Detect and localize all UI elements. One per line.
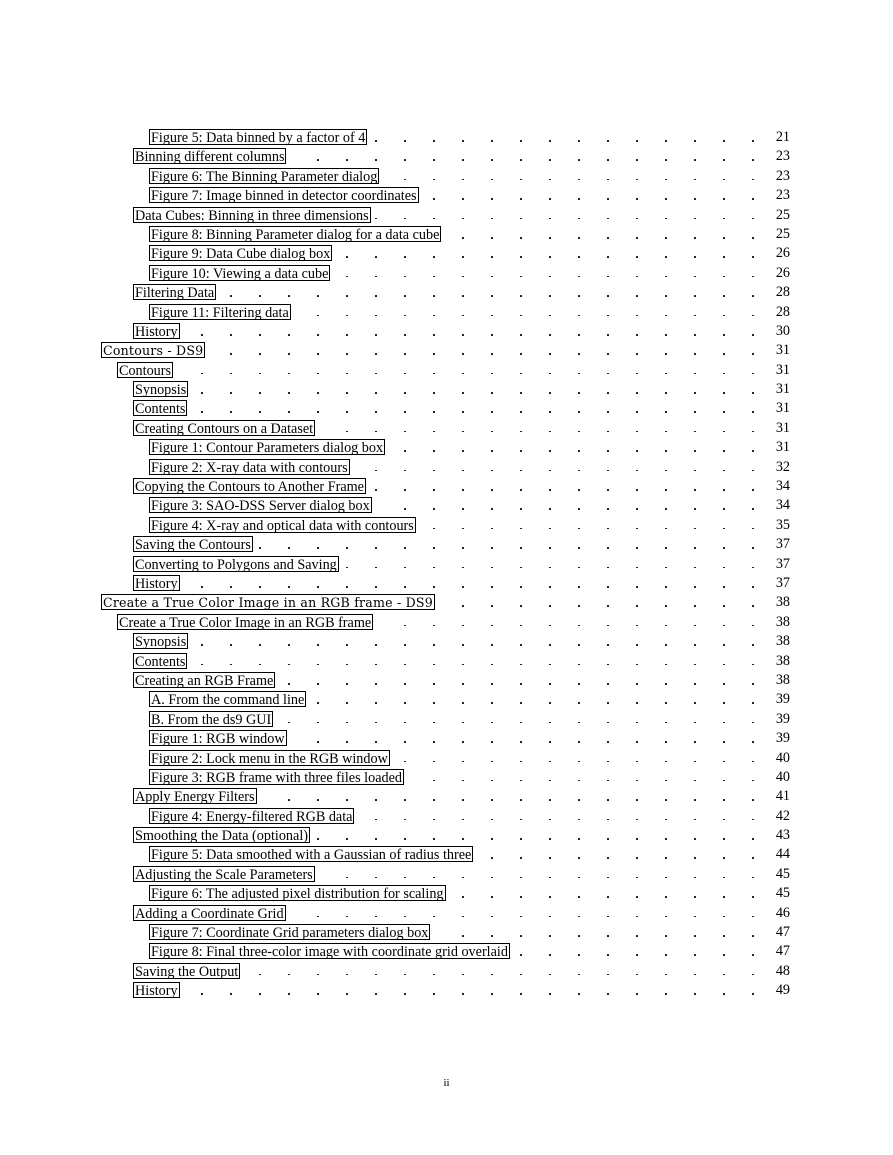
toc-entry-link[interactable]: Filtering Data bbox=[135, 285, 215, 302]
toc-page-number: 25 bbox=[775, 225, 790, 242]
dot-leader bbox=[0, 458, 893, 476]
toc-row bbox=[0, 613, 893, 632]
toc-entry-link[interactable]: Data Cubes: Binning in three dimensions bbox=[135, 207, 369, 224]
toc-row bbox=[0, 147, 893, 166]
toc-row bbox=[0, 942, 893, 961]
dot-leader bbox=[0, 613, 893, 631]
toc-page-number: 28 bbox=[775, 284, 790, 301]
toc-entry-link[interactable]: Contents bbox=[135, 653, 186, 670]
toc-page-number: 35 bbox=[775, 516, 790, 533]
toc-page-number: 21 bbox=[775, 129, 790, 145]
toc-entry-link[interactable]: Figure 8: Final three-color image with coordinate grid overlaid bbox=[151, 944, 508, 961]
toc-page-number: 46 bbox=[775, 904, 790, 921]
toc-page-number: 38 bbox=[775, 633, 790, 650]
toc-page-number: 26 bbox=[775, 264, 790, 281]
page-number-footer: ii bbox=[443, 1077, 450, 1089]
toc-row bbox=[0, 477, 893, 496]
toc-page-number: 23 bbox=[775, 187, 790, 204]
table-of-contents bbox=[0, 128, 893, 1001]
toc-entry-link[interactable]: A. From the command line bbox=[151, 692, 305, 709]
toc-page-number: 31 bbox=[775, 419, 790, 436]
dot-leader bbox=[0, 904, 893, 922]
toc-page-number: 38 bbox=[775, 594, 790, 611]
toc-page-number: 47 bbox=[775, 924, 790, 941]
toc-entry-link[interactable]: Figure 7: Coordinate Grid parameters dialog box bbox=[151, 925, 429, 942]
toc-entry-link[interactable]: Figure 5: Data smoothed with a Gaussian of radius three bbox=[151, 847, 472, 864]
dot-leader bbox=[0, 283, 893, 301]
toc-entry-link[interactable]: Apply Energy Filters bbox=[135, 789, 255, 806]
toc-page-number: 30 bbox=[775, 322, 790, 339]
toc-row bbox=[0, 167, 893, 186]
toc-page-number: 39 bbox=[775, 710, 790, 727]
toc-row bbox=[0, 593, 893, 612]
toc-entry-link[interactable]: Figure 11: Filtering data bbox=[151, 304, 289, 321]
toc-entry-link[interactable]: Contents bbox=[135, 401, 186, 418]
toc-row bbox=[0, 380, 893, 399]
dot-leader bbox=[0, 128, 893, 146]
toc-row bbox=[0, 904, 893, 923]
toc-entry-link[interactable]: Figure 7: Image binned in detector coordinates bbox=[151, 188, 417, 205]
toc-row bbox=[0, 826, 893, 845]
toc-page-number: 31 bbox=[775, 361, 790, 378]
toc-entry-link[interactable]: Saving the Contours bbox=[135, 537, 251, 554]
dot-leader bbox=[0, 768, 893, 786]
toc-row bbox=[0, 884, 893, 903]
dot-leader bbox=[0, 167, 893, 185]
toc-row bbox=[0, 264, 893, 283]
dot-leader bbox=[0, 807, 893, 825]
toc-page-number: 42 bbox=[775, 807, 790, 824]
toc-entry-link[interactable]: Figure 6: The adjusted pixel distribution for scaling bbox=[151, 886, 444, 903]
toc-entry-link[interactable]: Figure 3: RGB frame with three files loaded bbox=[151, 769, 402, 786]
toc-row bbox=[0, 186, 893, 205]
dot-leader bbox=[0, 264, 893, 282]
toc-page-number: 39 bbox=[775, 730, 790, 747]
dot-leader bbox=[0, 438, 893, 456]
toc-row bbox=[0, 496, 893, 515]
toc-entry-link[interactable]: Figure 1: Contour Parameters dialog box bbox=[151, 440, 384, 457]
toc-entry-link[interactable]: Figure 4: Energy-filtered RGB data bbox=[151, 808, 353, 825]
toc-entry-link[interactable]: B. From the ds9 GUI bbox=[151, 711, 272, 728]
toc-page-number: 48 bbox=[775, 962, 790, 979]
dot-leader bbox=[0, 555, 893, 573]
toc-row bbox=[0, 845, 893, 864]
toc-entry-link[interactable]: Figure 10: Viewing a data cube bbox=[151, 265, 329, 282]
toc-page-number: 37 bbox=[775, 536, 790, 553]
toc-page-number: 45 bbox=[775, 865, 790, 882]
dot-leader bbox=[0, 496, 893, 514]
dot-leader bbox=[0, 535, 893, 553]
toc-page-number: 39 bbox=[775, 691, 790, 708]
toc-page-number: 37 bbox=[775, 574, 790, 591]
toc-row bbox=[0, 690, 893, 709]
dot-leader bbox=[0, 671, 893, 689]
toc-row bbox=[0, 923, 893, 942]
toc-row bbox=[0, 749, 893, 768]
dot-leader bbox=[0, 574, 893, 592]
dot-leader bbox=[0, 419, 893, 437]
toc-row bbox=[0, 303, 893, 322]
toc-row bbox=[0, 555, 893, 574]
dot-leader bbox=[0, 652, 893, 670]
dot-leader bbox=[0, 749, 893, 767]
dot-leader bbox=[0, 516, 893, 534]
toc-page-number: 31 bbox=[775, 400, 790, 417]
toc-page-number: 25 bbox=[775, 206, 790, 223]
dot-leader bbox=[0, 303, 893, 321]
toc-row bbox=[0, 787, 893, 806]
toc-page-number: 31 bbox=[775, 439, 790, 456]
toc-entry-link[interactable]: Creating Contours on a Dataset bbox=[135, 420, 314, 437]
toc-row bbox=[0, 632, 893, 651]
toc-entry-link[interactable]: Saving the Output bbox=[135, 963, 239, 980]
toc-page-number: 40 bbox=[775, 768, 790, 785]
toc-entry-link[interactable]: History bbox=[135, 983, 178, 1000]
dot-leader bbox=[0, 787, 893, 805]
dot-leader bbox=[0, 593, 893, 611]
toc-row bbox=[0, 225, 893, 244]
dot-leader bbox=[0, 826, 893, 844]
toc-row bbox=[0, 768, 893, 787]
toc-entry-link[interactable]: Figure 3: SAO-DSS Server dialog box bbox=[151, 498, 370, 515]
toc-page-number: 38 bbox=[775, 652, 790, 669]
toc-entry-link[interactable]: Figure 2: X-ray data with contours bbox=[151, 459, 348, 476]
toc-page-number: 32 bbox=[775, 458, 790, 475]
toc-entry-link[interactable]: Binning different columns bbox=[135, 149, 285, 166]
dot-leader bbox=[0, 225, 893, 243]
dot-leader bbox=[0, 361, 893, 379]
dot-leader bbox=[0, 477, 893, 495]
toc-entry-link[interactable]: Figure 8: Binning Parameter dialog for a data cube bbox=[151, 226, 440, 243]
toc-row bbox=[0, 399, 893, 418]
toc-page-number: 38 bbox=[775, 613, 790, 630]
toc-entry-link[interactable]: Smoothing the Data (optional) bbox=[135, 828, 308, 845]
toc-row bbox=[0, 244, 893, 263]
toc-entry-link[interactable]: Adjusting the Scale Parameters bbox=[135, 866, 313, 883]
toc-page-number: 37 bbox=[775, 555, 790, 572]
dot-leader bbox=[0, 147, 893, 165]
toc-row bbox=[0, 206, 893, 225]
toc-entry-link[interactable]: Figure 9: Data Cube dialog box bbox=[151, 246, 331, 263]
toc-entry-link[interactable]: History bbox=[135, 575, 178, 592]
toc-entry-link[interactable]: Figure 6: The Binning Parameter dialog bbox=[151, 168, 378, 185]
toc-page-number: 38 bbox=[775, 671, 790, 688]
toc-page-number: 31 bbox=[775, 342, 790, 359]
toc-row bbox=[0, 438, 893, 457]
toc-entry-link[interactable]: Synopsis bbox=[135, 634, 187, 651]
dot-leader bbox=[0, 845, 893, 863]
toc-entry-link[interactable]: History bbox=[135, 323, 178, 340]
toc-page-number: 49 bbox=[775, 982, 790, 999]
toc-page-number: 40 bbox=[775, 749, 790, 766]
toc-row bbox=[0, 341, 893, 360]
toc-page-number: 43 bbox=[775, 827, 790, 844]
dot-leader bbox=[0, 923, 893, 941]
toc-row bbox=[0, 710, 893, 729]
toc-row bbox=[0, 865, 893, 884]
toc-entry-link[interactable]: Synopsis bbox=[135, 382, 187, 399]
toc-row bbox=[0, 283, 893, 302]
toc-row bbox=[0, 535, 893, 554]
toc-entry-link[interactable]: Create a True Color Image in an RGB frame - DS9 bbox=[103, 595, 433, 611]
toc-row bbox=[0, 128, 893, 147]
dot-leader bbox=[0, 322, 893, 340]
toc-row bbox=[0, 361, 893, 380]
toc-page-number: 31 bbox=[775, 381, 790, 398]
toc-page-number: 34 bbox=[775, 478, 790, 495]
dot-leader bbox=[0, 632, 893, 650]
toc-entry-link[interactable]: Figure 5: Data binned by a factor of 4 bbox=[151, 130, 366, 146]
toc-page-number: 26 bbox=[775, 245, 790, 262]
dot-leader bbox=[0, 186, 893, 204]
toc-row bbox=[0, 807, 893, 826]
dot-leader bbox=[0, 865, 893, 883]
dot-leader bbox=[0, 962, 893, 980]
toc-entry-link[interactable]: Contours bbox=[119, 362, 172, 379]
toc-page-number: 47 bbox=[775, 943, 790, 960]
toc-entry-link[interactable]: Copying the Contours to Another Frame bbox=[135, 479, 364, 496]
dot-leader bbox=[0, 981, 893, 999]
dot-leader bbox=[0, 942, 893, 960]
toc-row bbox=[0, 729, 893, 748]
toc-entry-link[interactable]: Figure 4: X-ray and optical data with contours bbox=[151, 517, 414, 534]
toc-page-number: 34 bbox=[775, 497, 790, 514]
toc-row bbox=[0, 962, 893, 981]
toc-page-number: 23 bbox=[775, 167, 790, 184]
toc-page-number: 45 bbox=[775, 885, 790, 902]
toc-row bbox=[0, 652, 893, 671]
dot-leader bbox=[0, 399, 893, 417]
toc-entry-link[interactable]: Converting to Polygons and Saving bbox=[135, 556, 337, 573]
toc-entry-link[interactable]: Adding a Coordinate Grid bbox=[135, 905, 284, 922]
toc-entry-link[interactable]: Creating an RGB Frame bbox=[135, 672, 274, 689]
toc-row bbox=[0, 419, 893, 438]
dot-leader bbox=[0, 341, 893, 359]
toc-row bbox=[0, 516, 893, 535]
dot-leader bbox=[0, 380, 893, 398]
toc-row bbox=[0, 322, 893, 341]
dot-leader bbox=[0, 690, 893, 708]
dot-leader bbox=[0, 710, 893, 728]
toc-row bbox=[0, 458, 893, 477]
toc-row bbox=[0, 981, 893, 1000]
toc-entry-link[interactable]: Contours - DS9 bbox=[103, 343, 204, 359]
toc-page-number: 28 bbox=[775, 303, 790, 320]
toc-page-number: 23 bbox=[775, 148, 790, 165]
toc-entry-link[interactable]: Figure 2: Lock menu in the RGB window bbox=[151, 750, 388, 767]
toc-row bbox=[0, 671, 893, 690]
dot-leader bbox=[0, 729, 893, 747]
toc-page-number: 41 bbox=[775, 788, 790, 805]
toc-page-number: 44 bbox=[775, 846, 790, 863]
toc-row bbox=[0, 574, 893, 593]
dot-leader bbox=[0, 884, 893, 902]
toc-entry-link[interactable]: Create a True Color Image in an RGB frame bbox=[119, 614, 372, 631]
dot-leader bbox=[0, 244, 893, 262]
dot-leader bbox=[0, 206, 893, 224]
toc-entry-link[interactable]: Figure 1: RGB window bbox=[151, 731, 285, 748]
